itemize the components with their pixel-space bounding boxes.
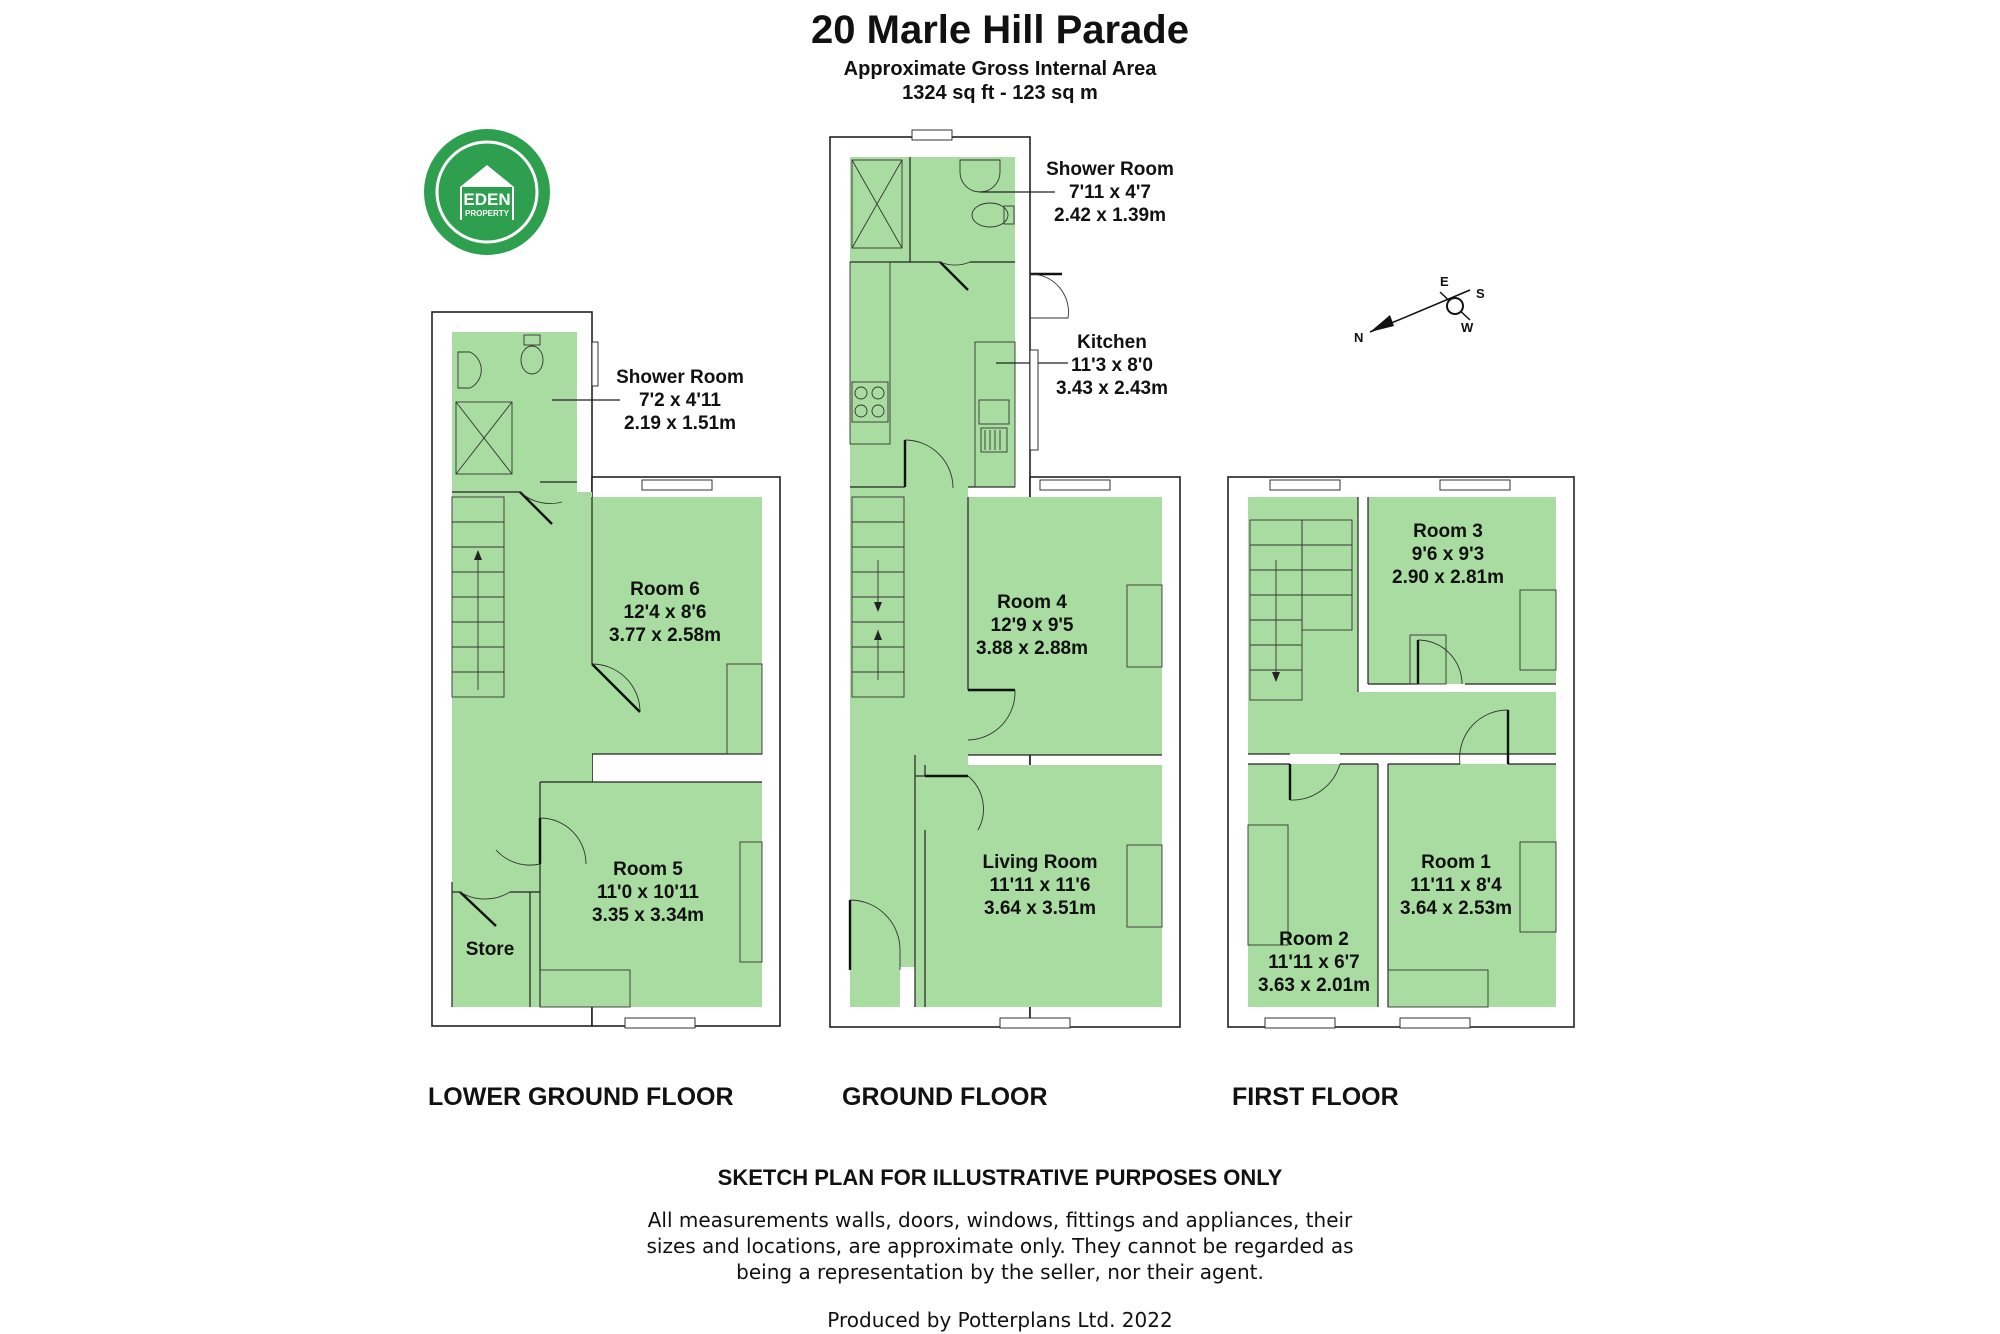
area-subtitle: Approximate Gross Internal Area bbox=[843, 58, 1157, 80]
lower-shower-room-imperial: 7'2 x 4'11 bbox=[639, 390, 721, 411]
room-2-metric: 3.63 x 2.01m bbox=[1258, 975, 1370, 996]
property-title: 20 Marle Hill Parade bbox=[811, 8, 1189, 52]
lower-ground-floor-label: LOWER GROUND FLOOR bbox=[428, 1083, 734, 1111]
room-6-name: Room 6 bbox=[630, 579, 700, 600]
ground-shower-room-imperial: 7'11 x 4'7 bbox=[1069, 182, 1151, 203]
room-3-imperial: 9'6 x 9'3 bbox=[1411, 544, 1485, 565]
compass-w: W bbox=[1461, 320, 1474, 335]
room-1-imperial: 11'11 x 8'4 bbox=[1410, 875, 1502, 896]
logo-text-property: PROPERTY bbox=[464, 209, 510, 218]
room-4-metric: 3.88 x 2.88m bbox=[976, 638, 1088, 659]
disclaimer-line-2: sizes and locations, are approximate only. They cannot be regarded as bbox=[646, 1234, 1354, 1258]
compass-e: E bbox=[1440, 274, 1449, 289]
room-1-name: Room 1 bbox=[1421, 852, 1491, 873]
logo-text-eden: EDEN bbox=[463, 190, 511, 209]
room-2-imperial: 11'11 x 6'7 bbox=[1268, 952, 1360, 973]
room-5-imperial: 11'0 x 10'11 bbox=[596, 882, 700, 903]
living-room-metric: 3.64 x 3.51m bbox=[984, 898, 1096, 919]
sketch-plan-notice: SKETCH PLAN FOR ILLUSTRATIVE PURPOSES ONLY bbox=[717, 1165, 1283, 1190]
area-value: 1324 sq ft - 123 sq m bbox=[902, 82, 1098, 104]
compass-s: S bbox=[1476, 286, 1485, 301]
room-6-metric: 3.77 x 2.58m bbox=[609, 625, 721, 646]
first-floor-label: FIRST FLOOR bbox=[1232, 1083, 1399, 1111]
disclaimer-line-1: All measurements walls, doors, windows, fittings and appliances, their bbox=[647, 1208, 1353, 1232]
lower-shower-room-name: Shower Room bbox=[616, 367, 744, 388]
room-3-metric: 2.90 x 2.81m bbox=[1392, 567, 1504, 588]
lower-shower-room-metric: 2.19 x 1.51m bbox=[624, 413, 736, 434]
kitchen-imperial: 11'3 x 8'0 bbox=[1071, 355, 1153, 376]
store-name: Store bbox=[465, 939, 515, 960]
room-5-name: Room 5 bbox=[613, 859, 683, 880]
living-room-imperial: 11'11 x 11'6 bbox=[989, 875, 1091, 896]
compass-n: N bbox=[1354, 330, 1364, 345]
living-room-name: Living Room bbox=[982, 852, 1098, 873]
produced-by: Produced by Potterplans Ltd. 2022 bbox=[827, 1308, 1173, 1332]
disclaimer-line-3: being a representation by the seller, nor their agent. bbox=[736, 1260, 1264, 1284]
room-4-name: Room 4 bbox=[997, 592, 1067, 613]
ground-shower-room-metric: 2.42 x 1.39m bbox=[1054, 205, 1166, 226]
room-6-imperial: 12'4 x 8'6 bbox=[623, 602, 707, 623]
kitchen-name: Kitchen bbox=[1077, 332, 1147, 353]
ground-floor-label: GROUND FLOOR bbox=[842, 1083, 1048, 1111]
ground-shower-room-name: Shower Room bbox=[1046, 159, 1174, 180]
room-2-name: Room 2 bbox=[1279, 929, 1349, 950]
kitchen-metric: 3.43 x 2.43m bbox=[1056, 378, 1168, 399]
room-3-name: Room 3 bbox=[1413, 521, 1483, 542]
room-1-metric: 3.64 x 2.53m bbox=[1400, 898, 1512, 919]
room-5-metric: 3.35 x 3.34m bbox=[592, 905, 704, 926]
room-4-imperial: 12'9 x 9'5 bbox=[990, 615, 1074, 636]
